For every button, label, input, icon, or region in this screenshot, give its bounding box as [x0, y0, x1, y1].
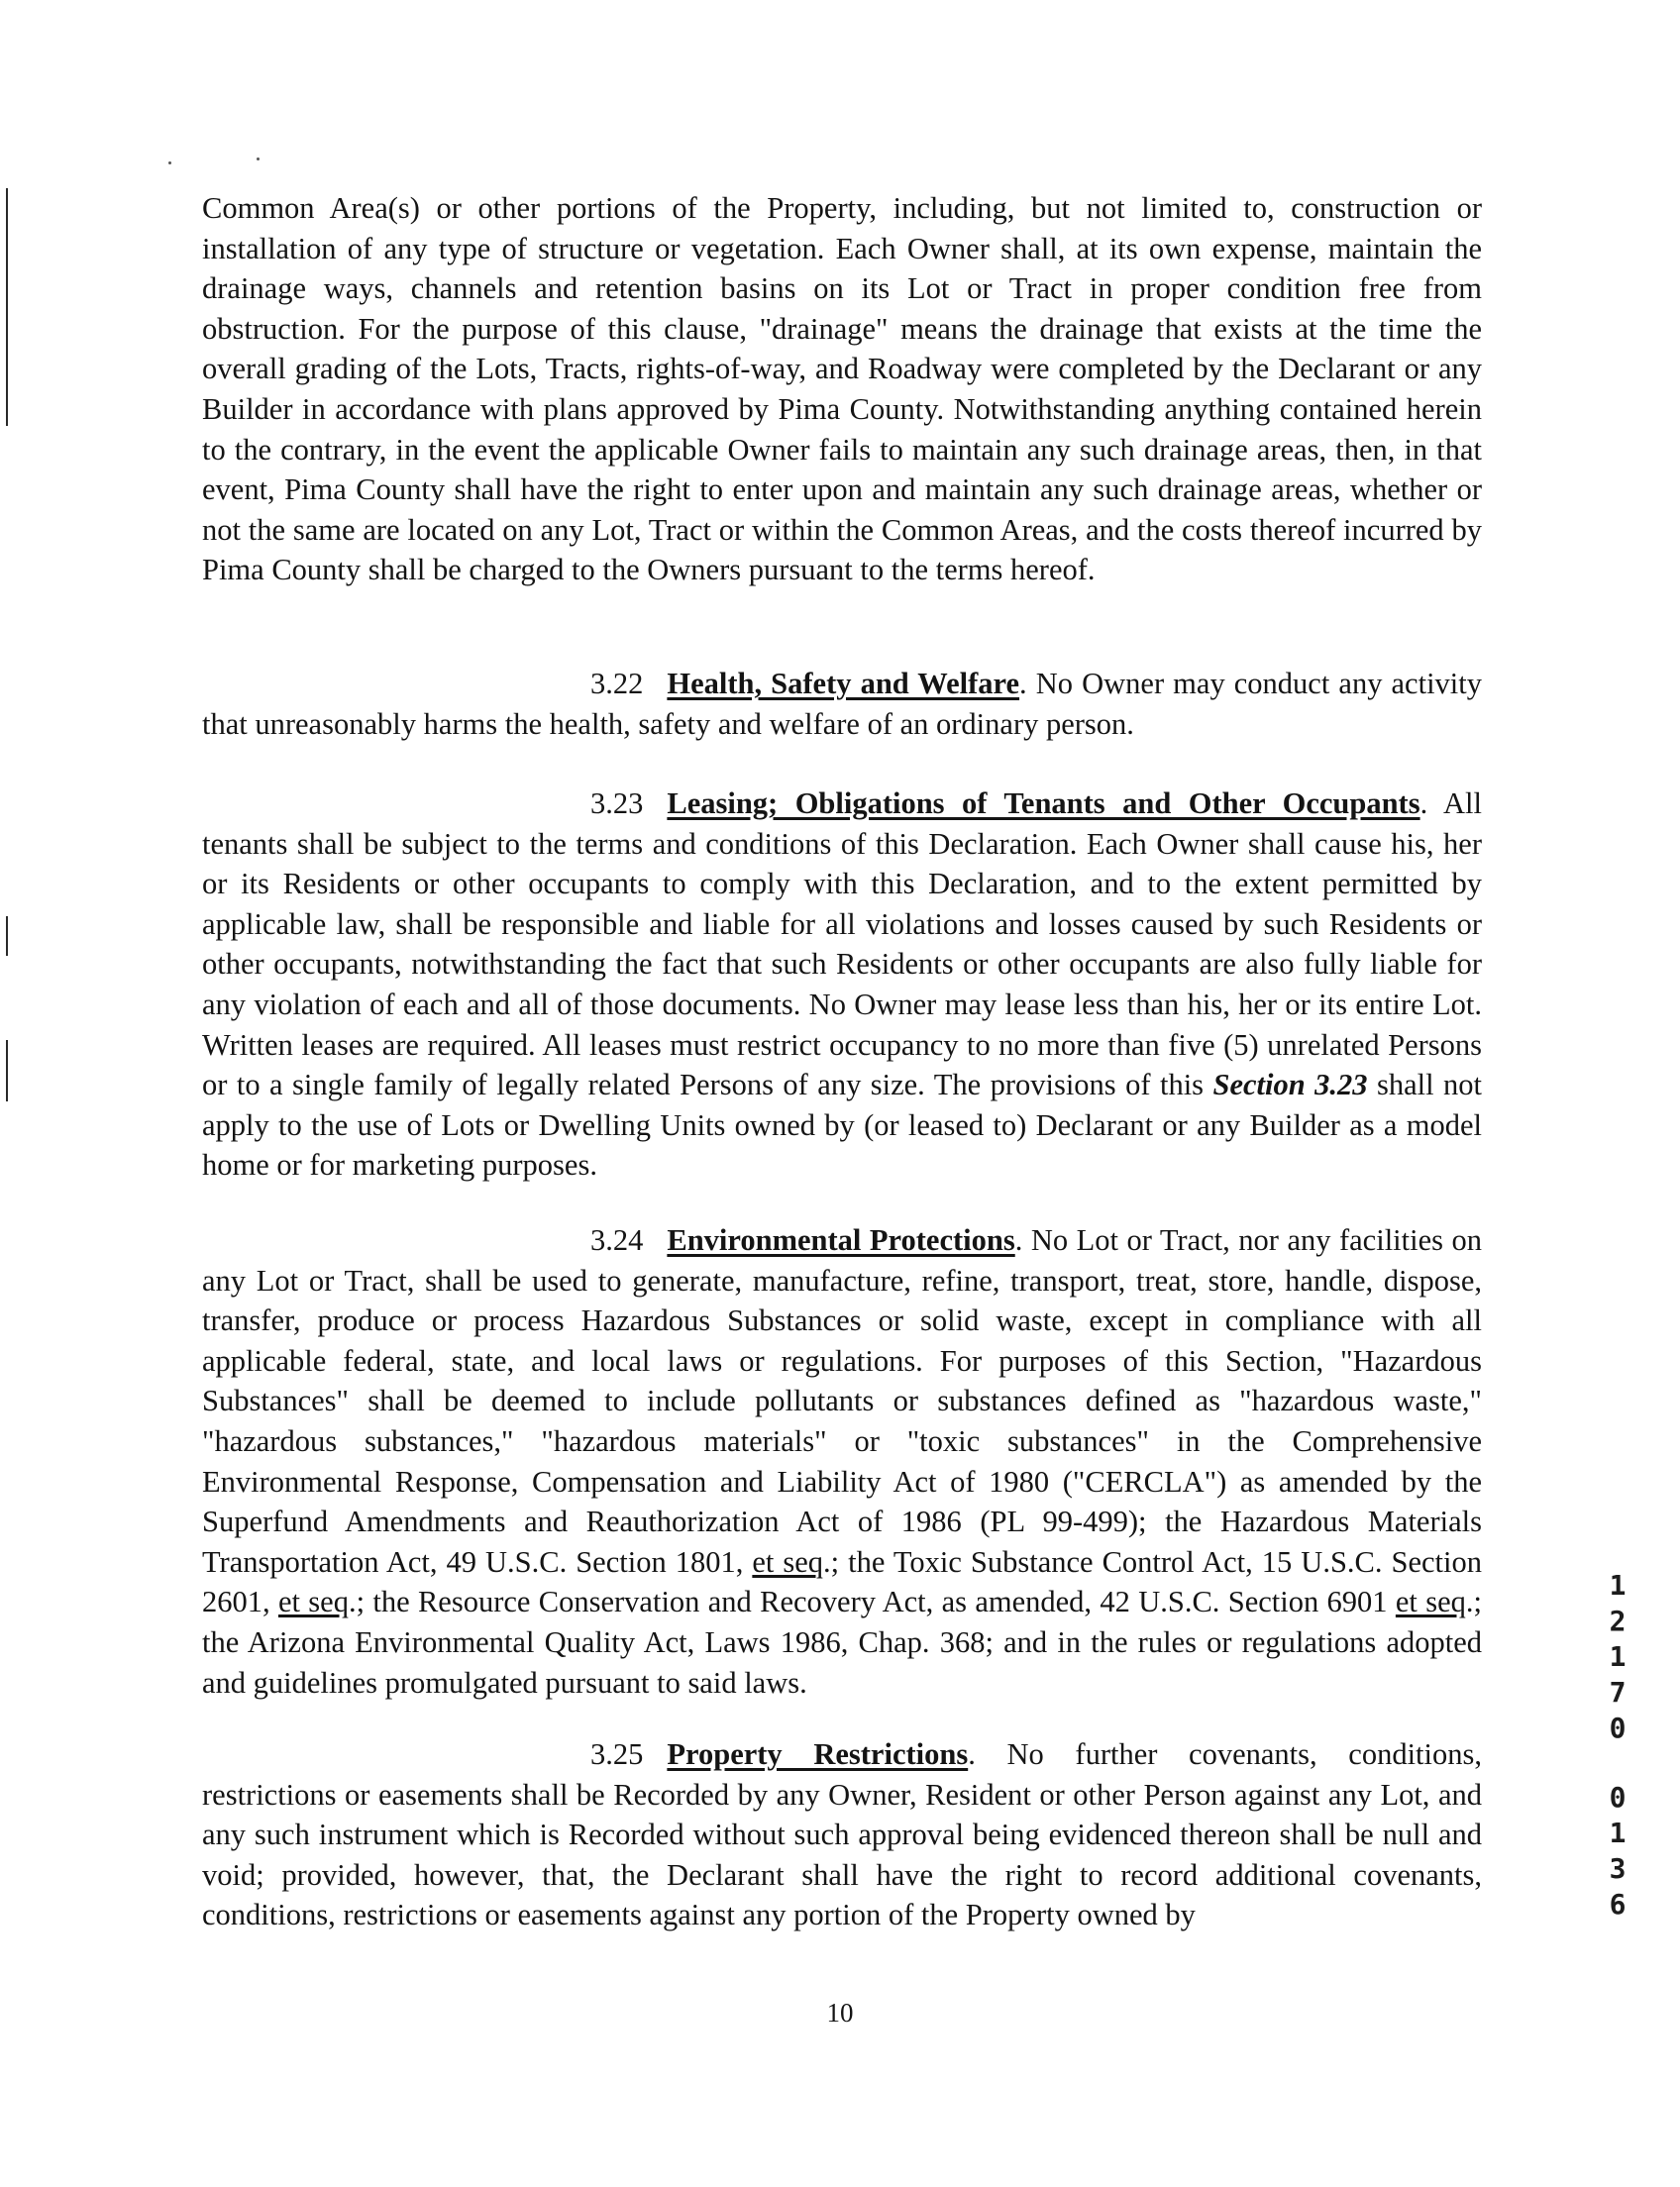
- section-text: .; the Arizona Environmental Quality Act, Laws 1986, Chap. 368; and in the rules or regulations adopted and guidelines promulgated pursuant to said laws.: [202, 1585, 1482, 1700]
- section-text: . All tenants shall be subject to the terms and conditions of this Declaration. Each Owner shall cause his, her or its Residents or other occupants to comply with this Declaration, and to the extent permitted by applicable law, shall be responsible and liable for all violations and losses caused by such Residents or other occupants, notwithstanding the fact that such Residents or other occupants are also fully liable for any violation of each and all of those documents. No Owner may lease less than his, her or its entire Lot. Written leases are required. All leases must restrict occupancy to no more than five (5) unrelated Persons or to a single family of legally related Persons of any size. The provisions of this: [202, 786, 1482, 1102]
- scan-speck: [257, 157, 260, 160]
- section-3-23: [202, 783, 1482, 1186]
- section-heading: Property Restrictions: [667, 1737, 969, 1771]
- section-text: .; the Resource Conservation and Recovery Act, as amended, 42 U.S.C. Section 6901: [348, 1585, 1396, 1619]
- section-heading: Health, Safety and Welfare: [667, 667, 1020, 700]
- et-seq-citation: et seq: [1395, 1585, 1466, 1619]
- section-heading: Leasing; Obligations of Tenants and Other Occupants: [667, 786, 1420, 820]
- scan-margin-mark: [6, 188, 8, 426]
- stamp-digit: 2: [1609, 1605, 1627, 1637]
- section-text: . No further covenants, conditions, restrictions or easements shall be Recorded by any Owner, Resident or other Person against any Lot, and any such instrument which is Recorded without such approval being evidenced thereon shall be null and void; provided, however, that, the Declarant shall have the right to record additional covenants, conditions, restrictions or easements against any portion of the Property owned by: [202, 1737, 1482, 1932]
- stamp-digit: 3: [1609, 1852, 1627, 1885]
- section-reference: Section 3.23: [1212, 1068, 1368, 1102]
- paragraph-drainage-continued: [202, 188, 1482, 590]
- section-text: .; the Toxic Substance Control Act, 15 U.S.C. Section 2601,: [202, 1544, 1482, 1619]
- section-text: shall not apply to the use of Lots or Dwelling Units owned by (or leased to) Declarant or any Builder as a model home or for marketing purposes.: [202, 1068, 1482, 1183]
- stamp-digit: 0: [1609, 1781, 1627, 1814]
- section-3-24: [202, 1220, 1482, 1703]
- et-seq-citation: et seq: [277, 1585, 349, 1619]
- scan-margin-mark: [6, 1040, 8, 1101]
- et-seq-citation: et seq: [752, 1544, 824, 1579]
- stamp-digit: 6: [1609, 1888, 1627, 1921]
- scan-margin-mark: [6, 916, 8, 956]
- stamp-digit: 1: [1609, 1640, 1627, 1673]
- section-text: . No Owner may conduct any activity that unreasonably harms the health, safety and welfare of an ordinary person.: [202, 667, 1482, 741]
- scan-speck: [168, 161, 171, 164]
- section-text: . No Lot or Tract, nor any facilities on any Lot or Tract, shall be used to generate, manufacture, refine, transport, treat, store, handle, dispose, transfer, produce or process Hazardous Substances or solid waste, except in compliance with all applicable federal, state, and local laws or regulations. For purposes of this Section, "Hazardous Substances" shall be deemed to include pollutants or substances defined as "hazardous waste," "hazardous substances," "hazardous materials" or "toxic substances" in the Comprehensive Environmental Response, Compensation and Liability Act of 1980 ("CERCLA") as amended by the Superfund Amendments and Reauthorization Act of 1986 (PL 99-499); the Hazardous Materials Transportation Act, 49 U.S.C. Section 1801,: [202, 1223, 1483, 1579]
- section-3-25: [202, 1734, 1482, 1935]
- stamp-digit: 0: [1609, 1712, 1627, 1744]
- stamp-digit: 1: [1609, 1817, 1627, 1849]
- section-heading: Environmental Protections: [667, 1223, 1015, 1257]
- section-number: 3.25: [590, 1737, 644, 1771]
- page-number: 10: [826, 1998, 854, 2028]
- stamp-group-1: [1603, 1568, 1632, 1746]
- stamp-digit: 7: [1609, 1676, 1627, 1709]
- section-number: 3.23: [590, 786, 644, 820]
- stamp-digit: 1: [1609, 1569, 1627, 1602]
- section-3-22: [202, 664, 1482, 744]
- section-number: 3.22: [590, 667, 644, 700]
- recording-stamp: [1603, 1568, 1632, 1956]
- paragraph-text: Common Area(s) or other portions of the Property, including, but not limited to, construction or installation of any type of structure or vegetation. Each Owner shall, at its own expense, maintain the drainage ways, channels and retention basins on its Lot or Tract in proper condition free from obstruction. For the purpose of this clause, "drainage" means the drainage that exists at the time the overall grading of the Lots, Tracts, rights-of-way, and Roadway were completed by the Declarant or any Builder in accordance with plans approved by Pima County. Notwithstanding anything contained herein to the contrary, in the event the applicable Owner fails to maintain any such drainage areas, then, in that event, Pima County shall have the right to enter upon and maintain any such drainage areas, whether or not the same are located on any Lot, Tract or within the Common Areas, and the costs thereof incurred by Pima County shall be charged to the Owners pursuant to the terms hereof.: [202, 191, 1482, 587]
- stamp-group-2: [1603, 1780, 1632, 1923]
- section-number: 3.24: [590, 1223, 644, 1257]
